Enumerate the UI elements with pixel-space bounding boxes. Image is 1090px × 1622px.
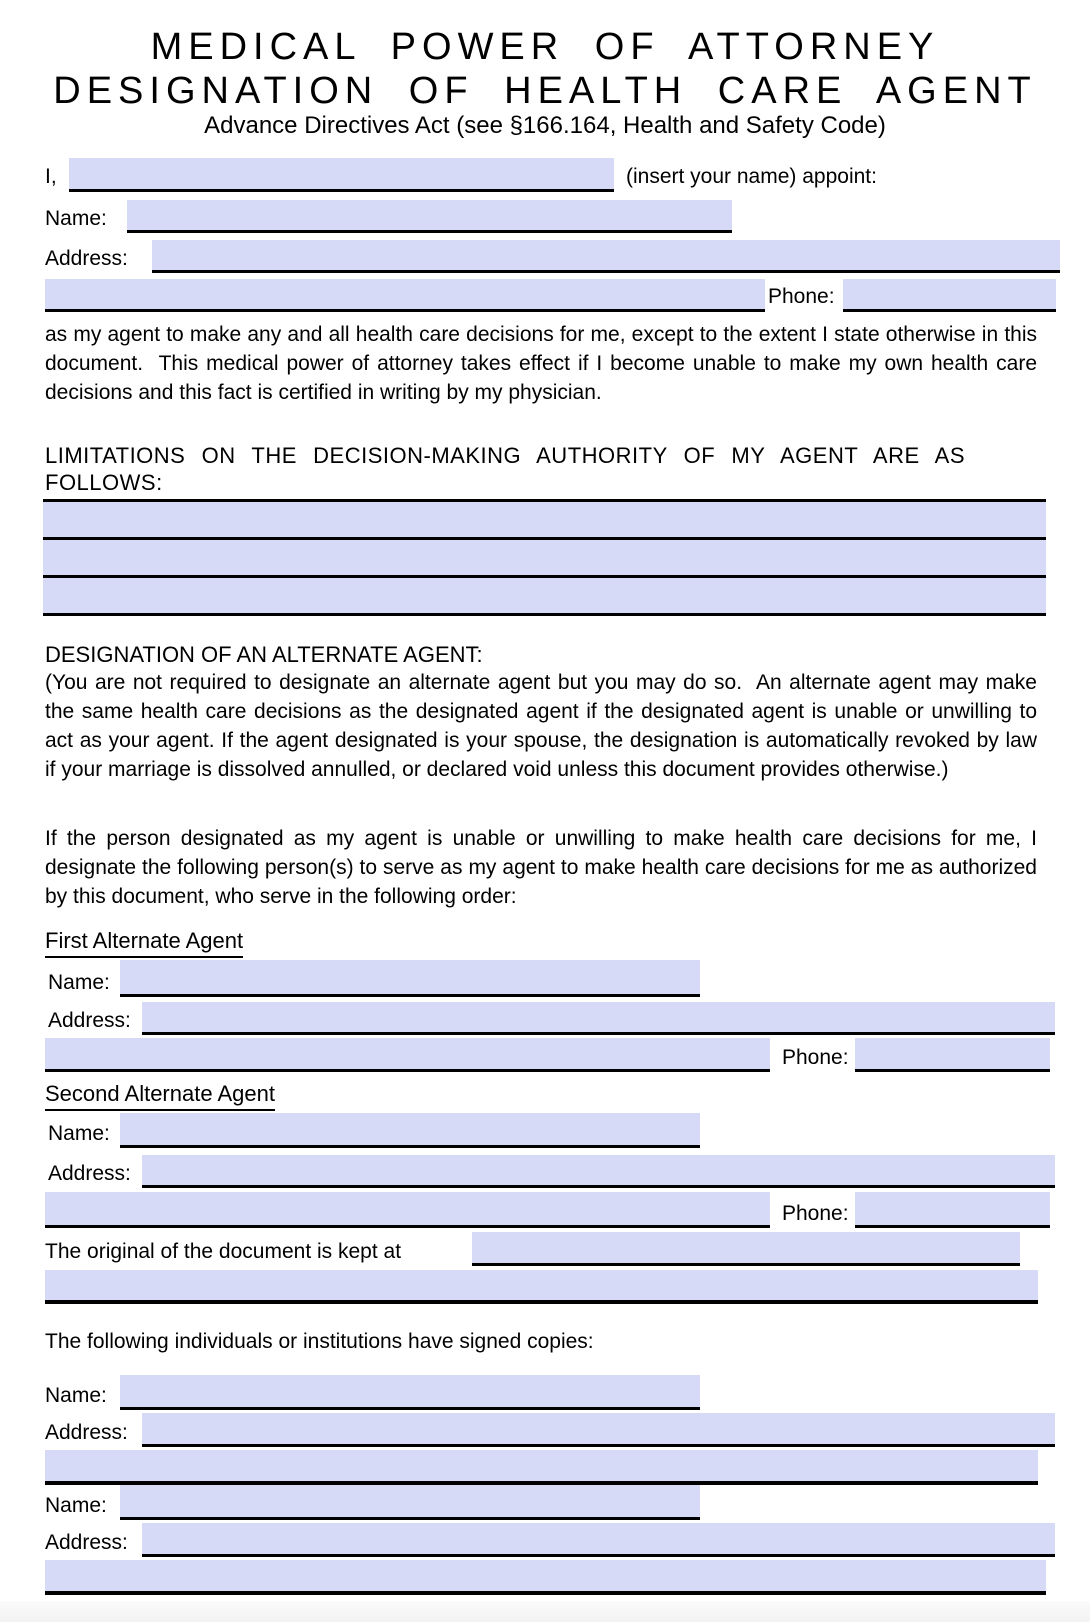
limitations-lines-group	[43, 499, 1046, 616]
second-alt-name-label: Name:	[48, 1122, 110, 1145]
agent-phone-input[interactable]	[843, 279, 1056, 312]
copy2-name-input[interactable]	[120, 1485, 700, 1520]
first-alt-address-label: Address:	[48, 1009, 131, 1032]
page-edge-band	[0, 1601, 1090, 1622]
alternate-agent-heading: DESIGNATION OF AN ALTERNATE AGENT:	[45, 642, 483, 667]
second-alt-address-line1-input[interactable]	[142, 1155, 1055, 1188]
page-title-line2: DESIGNATION OF HEALTH CARE AGENT	[53, 70, 1037, 112]
agent-phone-label: Phone:	[768, 285, 835, 308]
first-alt-name-label: Name:	[48, 971, 110, 994]
copy2-address-line2-input[interactable]	[45, 1560, 1046, 1595]
second-alt-name-input[interactable]	[120, 1113, 700, 1148]
agent-address-label: Address:	[45, 247, 128, 270]
intro-suffix: (insert your name) appoint:	[626, 165, 877, 188]
kept-at-line1-input[interactable]	[472, 1232, 1020, 1266]
agent-name-input[interactable]	[127, 200, 732, 233]
limitations-heading: LIMITATIONS ON THE DECISION-MAKING AUTHORITY OF MY AGENT ARE AS FOLLOWS:	[45, 443, 965, 495]
copy1-name-label: Name:	[45, 1384, 107, 1407]
copy1-address-label: Address:	[45, 1421, 128, 1444]
copy1-address-line1-input[interactable]	[142, 1413, 1055, 1447]
first-alt-name-input[interactable]	[120, 960, 700, 997]
agent-powers-paragraph: as my agent to make any and all health care decisions for me, except to the extent I state otherwise in this document. This medical power of attorney takes effect if I become unable to make my own health care decisions and this fact is certified in writing by my physician.	[45, 323, 1043, 404]
page-subtitle: Advance Directives Act (see §166.164, Health and Safety Code)	[204, 112, 886, 139]
agent-address-line1-input[interactable]	[152, 240, 1060, 273]
second-alt-phone-label: Phone:	[782, 1202, 849, 1225]
signed-copies-label: The following individuals or institutions have signed copies:	[45, 1330, 594, 1353]
limitations-line1-input[interactable]	[43, 502, 1046, 540]
limitations-line3-input[interactable]	[43, 578, 1046, 616]
agent-address-line2-input[interactable]	[45, 279, 765, 312]
first-alt-phone-input[interactable]	[855, 1038, 1050, 1072]
page-title-line1: MEDICAL POWER OF ATTORNEY	[150, 26, 940, 68]
copy2-name-label: Name:	[45, 1494, 107, 1517]
copy2-address-label: Address:	[45, 1531, 128, 1554]
copy2-address-line1-input[interactable]	[142, 1523, 1055, 1557]
first-alt-phone-label: Phone:	[782, 1046, 849, 1069]
agent-name-label: Name:	[45, 207, 107, 230]
alternate-agent-note: (You are not required to designate an alternate agent but you may do so. An alternate agent may make the same health care decisions as the designated agent if the designated agent is unable or unwilling to act as your agent. If the agent designated is your spouse, the designation is automatically revoked by law if your marriage is dissolved annulled, or declared void unless this document provides otherwise.)	[45, 671, 1043, 781]
alternate-order-paragraph: If the person designated as my agent is unable or unwilling to make health care decisions for me, I designate the following person(s) to serve as my agent to make health care decisions for me as authorized by this document, who serve in the following order:	[45, 827, 1043, 908]
second-alternate-heading: Second Alternate Agent	[45, 1081, 275, 1111]
first-alternate-heading: First Alternate Agent	[45, 928, 243, 958]
kept-at-line2-input[interactable]	[45, 1270, 1038, 1304]
kept-at-label: The original of the document is kept at	[45, 1240, 402, 1263]
copy1-name-input[interactable]	[120, 1375, 700, 1410]
copy1-address-line2-input[interactable]	[45, 1450, 1038, 1485]
limitations-line2-input[interactable]	[43, 540, 1046, 578]
first-alt-address-line1-input[interactable]	[142, 1002, 1055, 1035]
intro-prefix: I,	[45, 165, 57, 188]
second-alt-address-label: Address:	[48, 1162, 131, 1185]
principal-name-input[interactable]	[69, 158, 614, 192]
second-alt-phone-input[interactable]	[855, 1192, 1050, 1228]
first-alt-address-line2-input[interactable]	[45, 1038, 770, 1072]
second-alt-address-line2-input[interactable]	[45, 1192, 770, 1228]
